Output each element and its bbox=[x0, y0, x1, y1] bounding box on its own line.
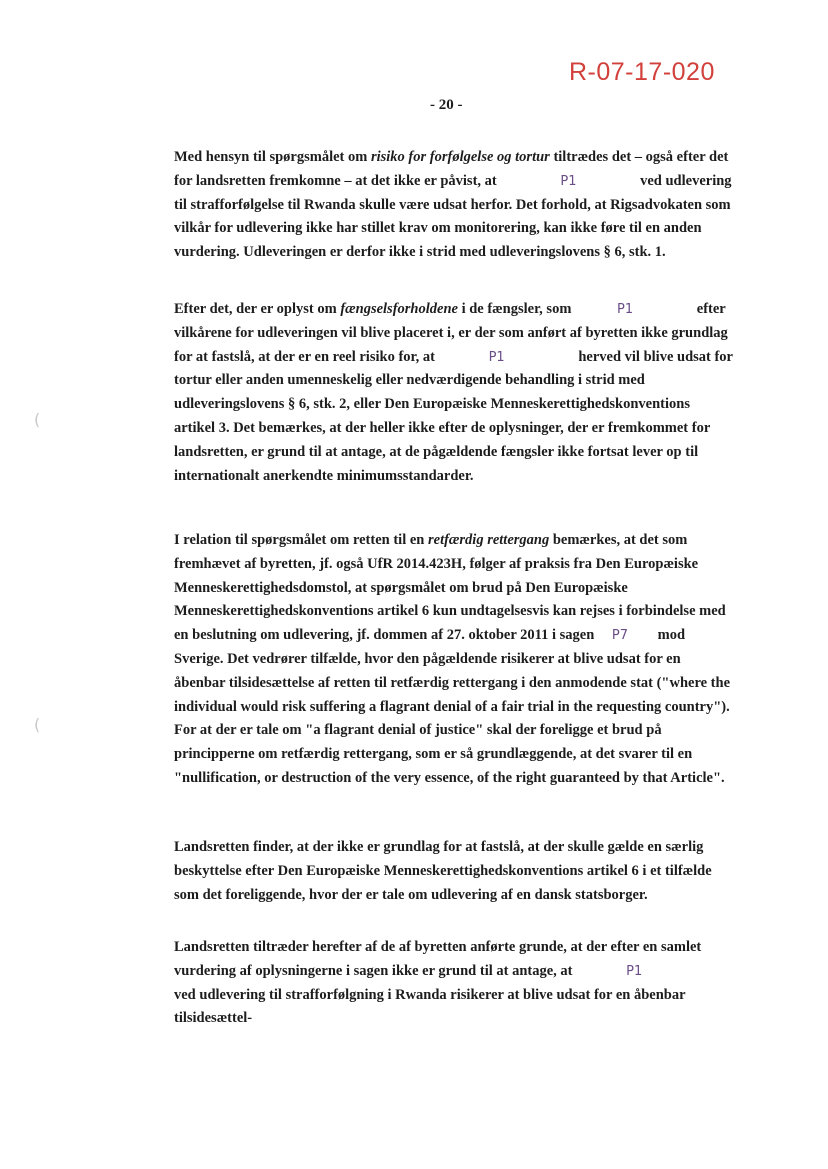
emphasis-term: risiko for forfølgelse og tortur bbox=[370, 149, 550, 165]
paragraph-conclusion: Landsretten tiltræder herefter af de af byretten anførte grunde, at der efter en samlet vurdering af oplysningerne i sagen ikke er grund til at antage, at P1 ved udlevering til strafforfølgning i Rwanda risikerer at blive udsat for en åbenbar tilsidesættel- bbox=[174, 939, 702, 1027]
paragraph-prison-conditions: Efter det, der er oplyst om fængselsforholdene i de fængsler, som P1 efter vilkårene for udleveringen vil blive placeret i, er der som anført af byretten ikke grundlag for at fastslå, at der er en reel risiko for, at P1 herved vil blive udsat for tortur eller anden umenneskelig eller nedværdigende behandling i strid med udleveringslovens § 6, stk. 2, eller Den Europæiske Menneskerettighedskonventions artikel 3. Det bemærkes, at der heller ikke efter de oplysninger, der er fremkommet for landsretten, er grund til at antage, at de pågældende fængsler ikke fortsat lever op til internationalt anerkendte minimumsstandarder. bbox=[174, 298, 734, 488]
redaction-placeholder: P7 bbox=[611, 628, 629, 644]
redaction-placeholder: P1 bbox=[617, 302, 634, 317]
scan-mark: ( bbox=[34, 715, 41, 734]
page-number: - 20 - bbox=[430, 97, 463, 113]
redaction-placeholder: P1 bbox=[626, 963, 643, 979]
paragraph-risk: Med hensyn til spørgsmålet om risiko for forfølgelse og tortur tiltrædes det – også efter det for landsretten fremkomne – at det ikke er påvist, at P1 ved udlevering til strafforfølgelse til Rwanda skulle være udsat herfor. Det forhold, at Rigsadvokaten som vilkår for udlevering ikke har stillet krav om monitorering, kan ikke føre til en anden vurdering. Udleveringen er derfor ikke i strid med udleveringslovens § 6, stk. 1. bbox=[174, 149, 732, 261]
scan-mark: ( bbox=[34, 410, 41, 429]
emphasis-term: fængselsforholdene bbox=[340, 301, 458, 317]
paragraph-special-protection: Landsretten finder, at der ikke er grundlag for at fastslå, at der skulle gælde en særlig beskyttelse efter Den Europæiske Menneskerettighedskonventions artikel 6 i et tilfælde som det foreliggende, hvor der er tale om udlevering af en dansk statsborger. bbox=[174, 839, 712, 903]
redaction-placeholder: P1 bbox=[560, 173, 577, 189]
paragraph-fair-trial: I relation til spørgsmålet om retten til en retfærdig rettergang bemærkes, at det som fremhævet af byretten, jf. også UfR 2014.423H, følger af praksis fra Den Europæiske Menneskerettighedsdomstol, at spørgsmålet om brud på Den Europæiske Menneskerettighedskonventions artikel 6 kun undtagelsesvis kan rejses i forbindelse med en beslutning om udlevering, jf. dommen af 27. oktober 2011 i sagen P7 mod Sverige. Det vedrører tilfælde, hvor den pågældende risikerer at blive udsat for en åbenbar tilsidesættelse af retten til retfærdig rettergang i den anmodende stat ("where the individual would risk suffering a flagrant denial of a fair trial in the requesting country"). For at der er tale om "a flagrant denial of justice" skal der foreligge et brud på principperne om retfærdig rettergang, som er så grundlæggende, at det svarer til en "nullification, or destruction of the very essence, of the right guaranteed by that Article". bbox=[174, 532, 731, 786]
redaction-placeholder: P1 bbox=[488, 349, 505, 365]
case-number-stamp: R-07-17-020 bbox=[569, 58, 715, 86]
emphasis-term: retfærdig rettergang bbox=[427, 532, 550, 548]
